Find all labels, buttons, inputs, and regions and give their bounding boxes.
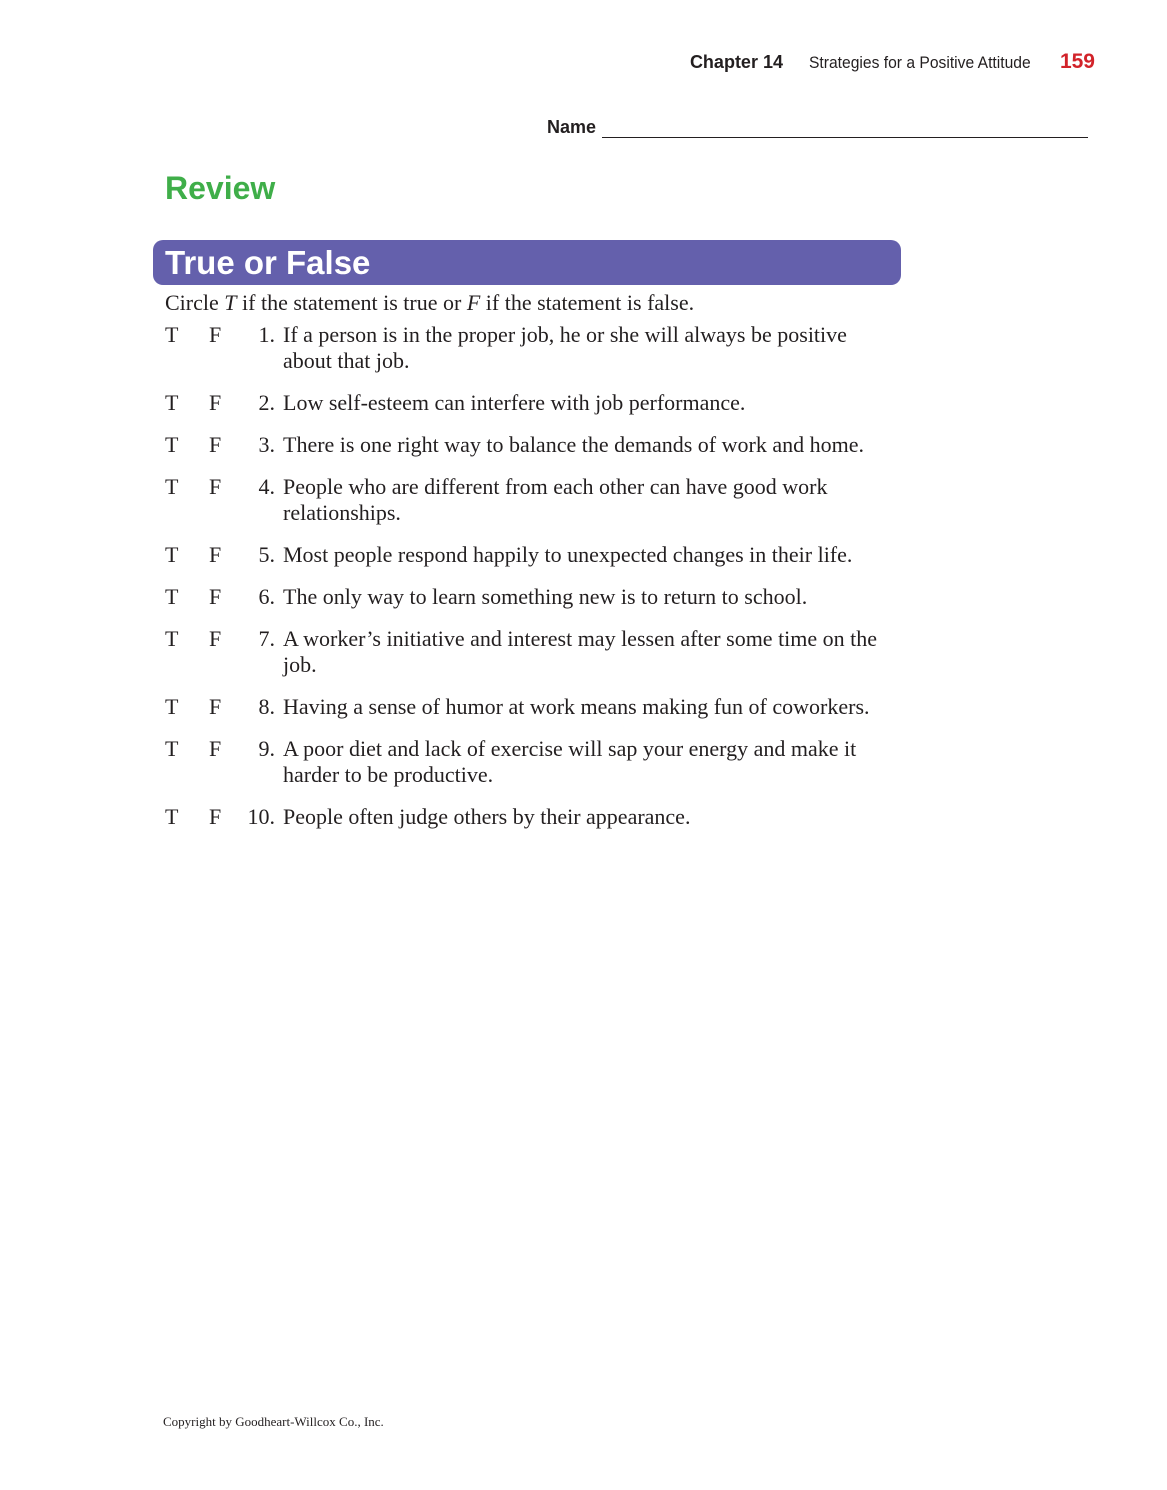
false-option[interactable]: F — [209, 432, 222, 457]
question-number: 8. — [258, 694, 275, 719]
question-number: 4. — [258, 474, 275, 499]
question-text: The only way to learn something new is to return to school. — [283, 584, 808, 609]
instructions-t-letter: T — [224, 290, 237, 315]
true-option[interactable]: T — [165, 584, 179, 609]
true-option[interactable]: T — [165, 432, 179, 457]
question-text: A worker’s initiative and interest may lessen after some time on the job. — [283, 626, 878, 677]
false-option[interactable]: F — [209, 322, 222, 347]
question-item — [165, 694, 895, 720]
question-number: 7. — [258, 626, 275, 651]
false-option[interactable]: F — [209, 804, 222, 829]
true-option[interactable]: T — [165, 694, 179, 719]
false-option[interactable]: F — [209, 736, 222, 761]
question-number: 6. — [258, 584, 275, 609]
name-field — [547, 117, 1088, 138]
page-header — [690, 50, 1095, 74]
instructions-part3: if the statement is false. — [480, 290, 695, 315]
instructions-f-letter: F — [466, 290, 481, 315]
question-item — [165, 474, 895, 526]
false-option[interactable]: F — [209, 542, 222, 567]
question-text: Most people respond happily to unexpected changes in their life. — [283, 542, 853, 567]
question-item — [165, 322, 895, 374]
false-option[interactable]: F — [209, 474, 222, 499]
true-option[interactable]: T — [165, 390, 179, 415]
question-text: Having a sense of humor at work means making fun of coworkers. — [283, 694, 870, 719]
true-option[interactable]: T — [165, 626, 179, 651]
chapter-label: Chapter 14 — [689, 52, 783, 72]
question-item — [165, 432, 895, 458]
question-item — [165, 584, 895, 610]
question-number: 10. — [247, 804, 275, 829]
section-heading: Review — [165, 170, 276, 206]
question-text: People often judge others by their appearance. — [283, 804, 691, 829]
name-blank-line[interactable] — [602, 121, 1088, 138]
question-item — [165, 390, 895, 416]
name-label: Name — [547, 117, 597, 137]
true-option[interactable]: T — [165, 474, 179, 499]
question-text: People who are different from each other can have good work relationships. — [283, 474, 828, 525]
page-number: 159 — [1059, 50, 1095, 73]
question-number: 5. — [258, 542, 275, 567]
exercise-title: True or False — [165, 244, 371, 281]
question-text: If a person is in the proper job, he or she will always be positive about that job. — [283, 322, 847, 373]
true-option[interactable]: T — [165, 542, 179, 567]
true-option[interactable]: T — [165, 322, 179, 347]
question-item — [165, 804, 895, 830]
copyright-notice: Copyright by Goodheart-Willcox Co., Inc. — [163, 1414, 384, 1429]
chapter-title: Strategies for a Positive Attitude — [808, 53, 1031, 72]
instructions-part1: Circle — [165, 290, 225, 315]
question-number: 9. — [258, 736, 275, 761]
question-item — [165, 542, 895, 568]
question-number: 1. — [258, 322, 275, 347]
exercise-banner — [153, 240, 901, 285]
question-list — [165, 322, 895, 846]
question-item — [165, 736, 895, 788]
instructions-part2: if the statement is true or — [236, 290, 467, 315]
question-number: 3. — [258, 432, 275, 457]
question-item — [165, 626, 895, 678]
true-option[interactable]: T — [165, 736, 179, 761]
false-option[interactable]: F — [209, 584, 222, 609]
instructions — [165, 290, 694, 316]
true-option[interactable]: T — [165, 804, 179, 829]
question-text: Low self-esteem can interfere with job performance. — [283, 390, 746, 415]
question-number: 2. — [258, 390, 275, 415]
question-text: A poor diet and lack of exercise will sap your energy and make it harder to be productive. — [283, 736, 857, 787]
false-option[interactable]: F — [209, 390, 222, 415]
question-text: There is one right way to balance the demands of work and home. — [283, 432, 864, 457]
false-option[interactable]: F — [209, 694, 222, 719]
false-option[interactable]: F — [209, 626, 222, 651]
